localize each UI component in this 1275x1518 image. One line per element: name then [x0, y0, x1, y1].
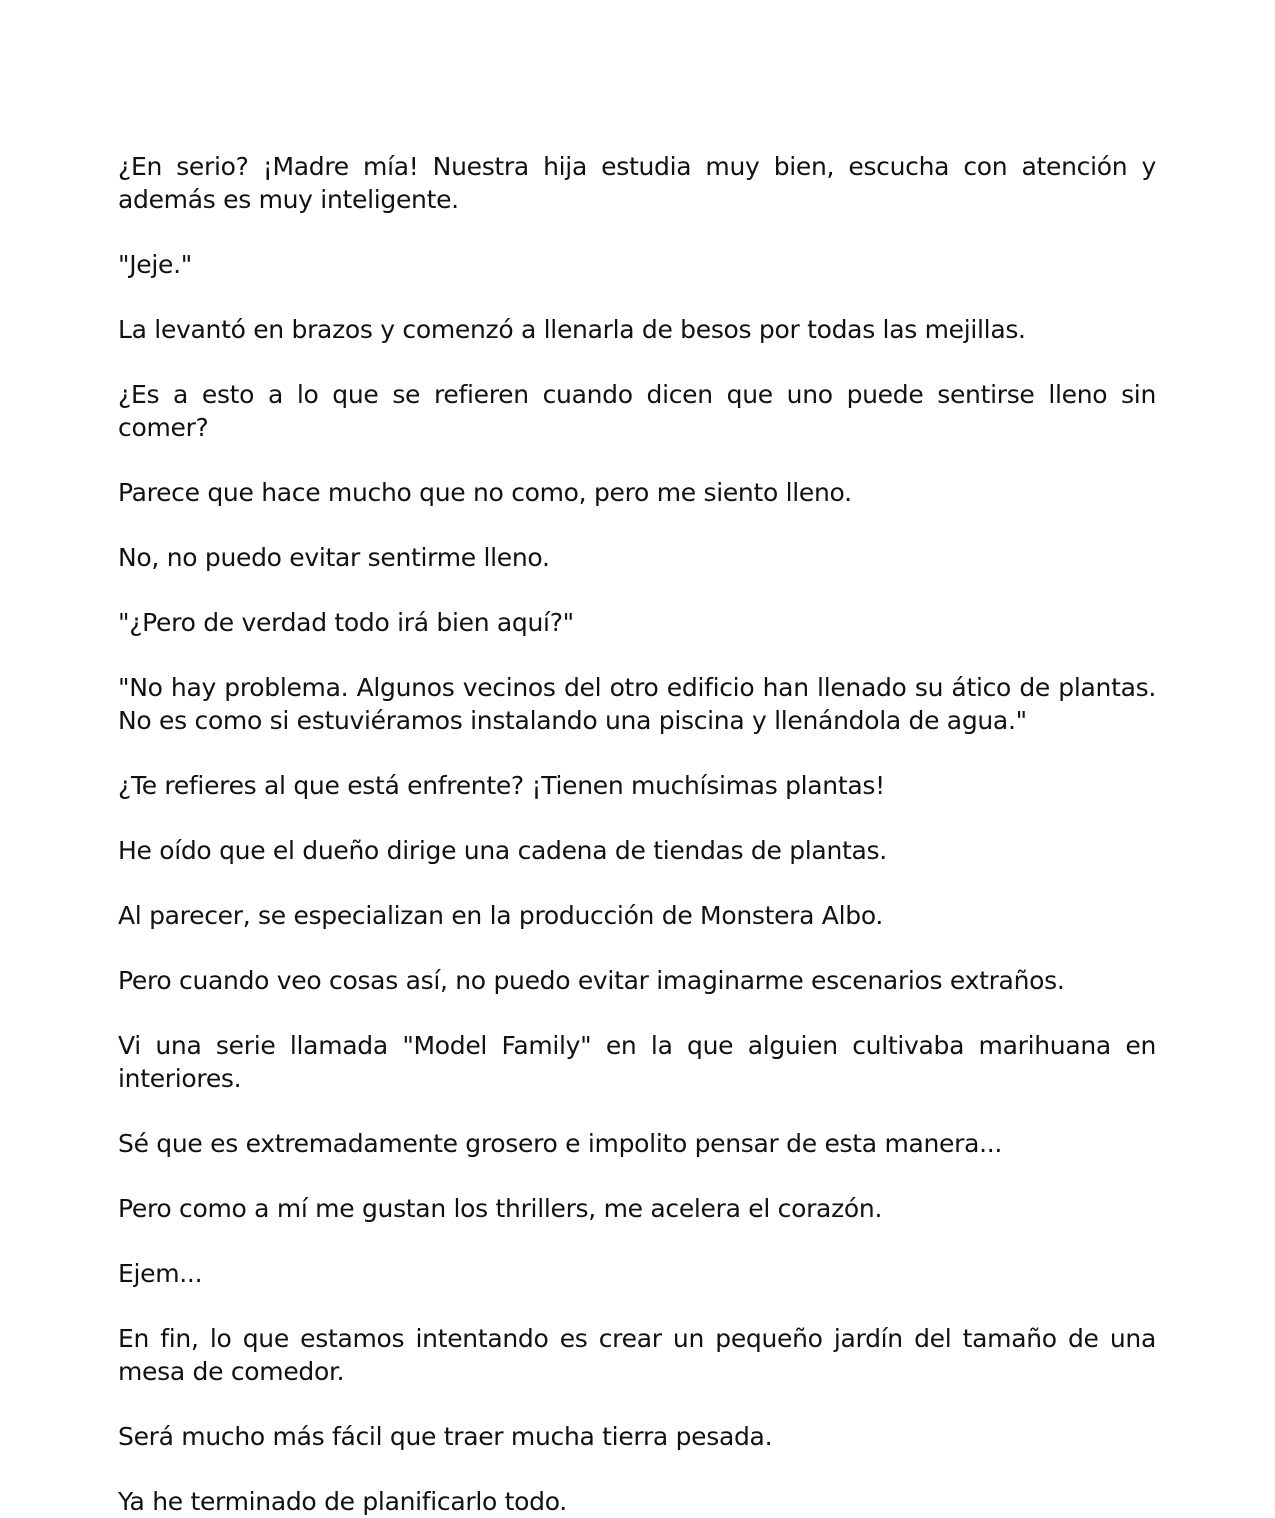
paragraph: Vi una serie llamada "Model Family" en la que alguien cultivaba marihuana en interiores.: [118, 1031, 1156, 1093]
paragraph: ¿En serio? ¡Madre mía! Nuestra hija estudia muy bien, escucha con atención y además es muy inteligente.: [118, 152, 1156, 214]
paragraph: En fin, lo que estamos intentando es crear un pequeño jardín del tamaño de una mesa de comedor.: [118, 1324, 1156, 1386]
paragraph: No, no puedo evitar sentirme lleno.: [118, 543, 550, 572]
paragraph: ¿Es a esto a lo que se refieren cuando dicen que uno puede sentirse lleno sin comer?: [118, 380, 1156, 442]
paragraph: Ejem...: [118, 1259, 203, 1288]
paragraph: Pero cuando veo cosas así, no puedo evitar imaginarme escenarios extraños.: [118, 966, 1065, 995]
paragraph: Será mucho más fácil que traer mucha tierra pesada.: [118, 1422, 773, 1451]
paragraph: He oído que el dueño dirige una cadena de tiendas de plantas.: [118, 836, 887, 865]
paragraph: "Jeje.": [118, 250, 192, 279]
document-body: [118, 150, 1156, 1518]
paragraph: La levantó en brazos y comenzó a llenarla de besos por todas las mejillas.: [118, 315, 1026, 344]
paragraph: Ya he terminado de planificarlo todo.: [118, 1487, 567, 1516]
paragraph: Al parecer, se especializan en la producción de Monstera Albo.: [118, 901, 884, 930]
paragraph: "No hay problema. Algunos vecinos del otro edificio han llenado su ático de plantas. No es como si estuviéramos instalando una piscina y llenándola de agua.": [118, 673, 1156, 735]
paragraph: ¿Te refieres al que está enfrente? ¡Tienen muchísimas plantas!: [118, 771, 885, 800]
paragraph: Pero como a mí me gustan los thrillers, me acelera el corazón.: [118, 1194, 883, 1223]
paragraph: "¿Pero de verdad todo irá bien aquí?": [118, 608, 574, 637]
paragraph: Sé que es extremadamente grosero e impolito pensar de esta manera...: [118, 1129, 1003, 1158]
paragraph: Parece que hace mucho que no como, pero me siento lleno.: [118, 478, 852, 507]
